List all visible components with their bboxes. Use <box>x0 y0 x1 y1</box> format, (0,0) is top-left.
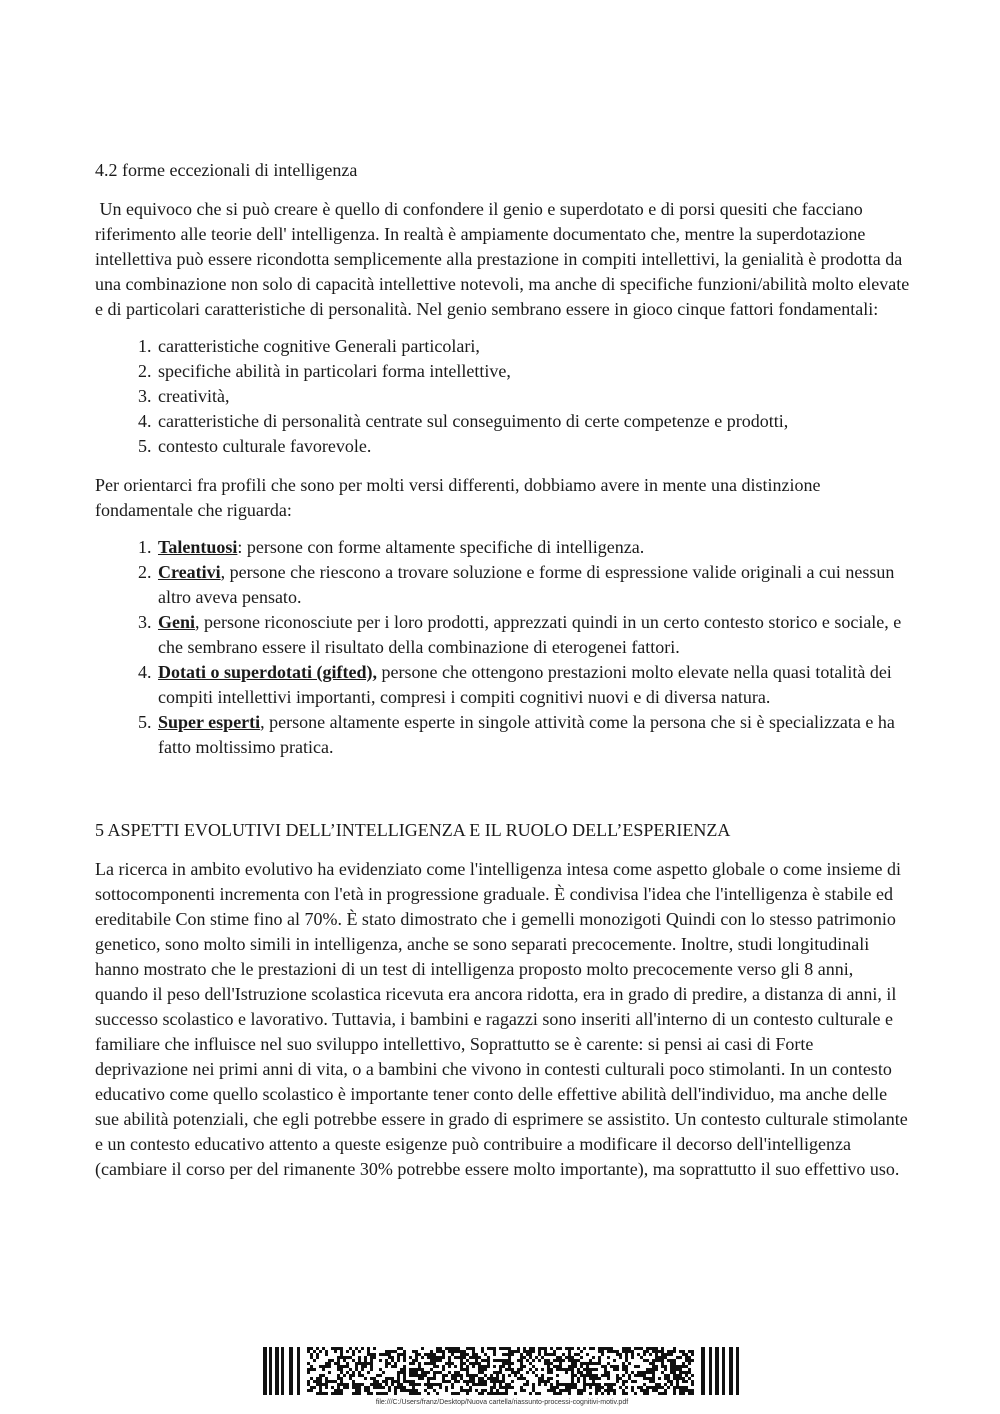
profile-desc: , persone altamente esperte in singole attività come la persona che si è specializzata e ha fatto moltissimo pratica. <box>158 712 895 757</box>
section-heading-5: 5 ASPETTI EVOLUTIVI DELL’INTELLIGENZA E IL RUOLO DELL’ESPERIENZA <box>95 820 731 840</box>
profile-term: Dotati o superdotati (gifted), <box>158 662 377 682</box>
intro-paragraph: Un equivoco che si può creare è quello di confondere il genio e superdotato e di porsi quesiti che facciano riferimento alle teorie dell' intelligenza. In realtà è ampiamente documentato che, mentre la superdotazione intellettiva può essere ricondotta semplicemente alla prestazione in compiti intellettivi, la genialità è prodotta da una combinazione non solo di capacità intellettive notevoli, ma anche di specifiche funzioni/abilità molto elevate e di particolari caratteristiche di personalità. Nel genio sembrano essere in gioco cinque fattori fondamentali: <box>95 199 914 319</box>
profile-term: Geni <box>158 612 196 632</box>
profile-desc: , persone riconosciute per i loro prodotti, apprezzati quindi in un certo contesto storico e sociale, e che sembrano essere il risultato della combinazione di eterogenei fattori. <box>158 612 902 657</box>
profile-term: Super esperti <box>158 712 261 732</box>
factors-list <box>95 334 910 459</box>
profile-item <box>156 560 910 610</box>
profile-term: Talentuosi <box>158 537 238 557</box>
list-item: 3. creatività, <box>156 384 910 409</box>
document-page <box>95 158 914 1194</box>
section-5-paragraph: La ricerca in ambito evolutivo ha evidenziato come l'intelligenza intesa come aspetto globale o come insieme di sottocomponenti incrementa con l'età in progressione graduale. È condivisa l'idea che l'intelligenza è stabile ed ereditabile Con stime fino al 70%. È stato dimostrato che i gemelli monozigoti Quindi con lo stesso patrimonio genetico, sono molto simili in intelligenza, anche se sono separati precocemente. Inoltre, studi longitudinali hanno mostrato che le prestazioni di un test di intelligenza proposto molto precocemente verso gli 8 anni, quando il peso dell'Istruzione scolastica ricevuta era ancora ridotta, era in grado di predire, a distanza di anni, il successo scolastico e lavorativo. Tuttavia, i bambini e ragazzi sono inseriti all'interno di un contesto culturale e familiare che influisce nel suo sviluppo intellettivo, Soprattutto se è carente: si pensi ai casi di Forte deprivazione nei primi anni di vita, o a bambini che vivono in contesti culturali poco stimolanti. In un contesto educativo come quello scolastico è importante tener conto delle effettive abilità dell'individuo, ma anche delle sue abilità potenziali, che egli potrebbe essere in grado di esprimere se assistito. Un contesto culturale stimolante e un contesto educativo attento a queste esigenze può contribuire a modificare il decorso dell'intelligenza (cambiare il corso per del rimanente 30% potrebbe essere molto importante), ma soprattutto il suo effettivo uso. <box>95 859 908 1179</box>
list-item: 4. caratteristiche di personalità centrate sul conseguimento di certe competenze e prodotti, <box>156 409 910 434</box>
profiles-list <box>95 535 910 760</box>
profile-desc: persone che ottengono prestazioni molto elevate nella quasi totalità dei compiti intellettivi importanti, compresi i compiti cognitivi nuovi e di diversa natura. <box>158 662 892 707</box>
profile-item <box>156 610 910 660</box>
list-item: 1. caratteristiche cognitive Generali particolari, <box>156 334 910 359</box>
list-item: 2. specifiche abilità in particolari forma intellettive, <box>156 359 910 384</box>
profiles-intro-paragraph: Per orientarci fra profili che sono per molti versi differenti, dobbiamo avere in mente una distinzione fondamentale che riguarda: <box>95 475 821 520</box>
profile-desc: , persone che riescono a trovare soluzione e forme di espressione valide originali a cui nessun altro aveva pensato. <box>158 562 895 607</box>
profile-desc: : persone con forme altamente specifiche di intelligenza. <box>237 537 645 557</box>
list-item: 5. contesto culturale favorevole. <box>156 434 910 459</box>
profile-term: Creativi <box>158 562 221 582</box>
section-heading-4-2: 4.2 forme eccezionali di intelligenza <box>95 160 358 180</box>
section-spacer <box>95 774 910 818</box>
file-path-caption: file:///C:/Users/franz/Desktop/Nuova cartella/riassunto-processi-cognitivi-motiv.pdf <box>375 1399 629 1406</box>
profile-item <box>156 660 910 710</box>
footer-barcode-block <box>263 1347 741 1407</box>
barcode-image <box>263 1347 741 1395</box>
profile-item <box>156 710 910 760</box>
profile-item <box>156 535 910 560</box>
